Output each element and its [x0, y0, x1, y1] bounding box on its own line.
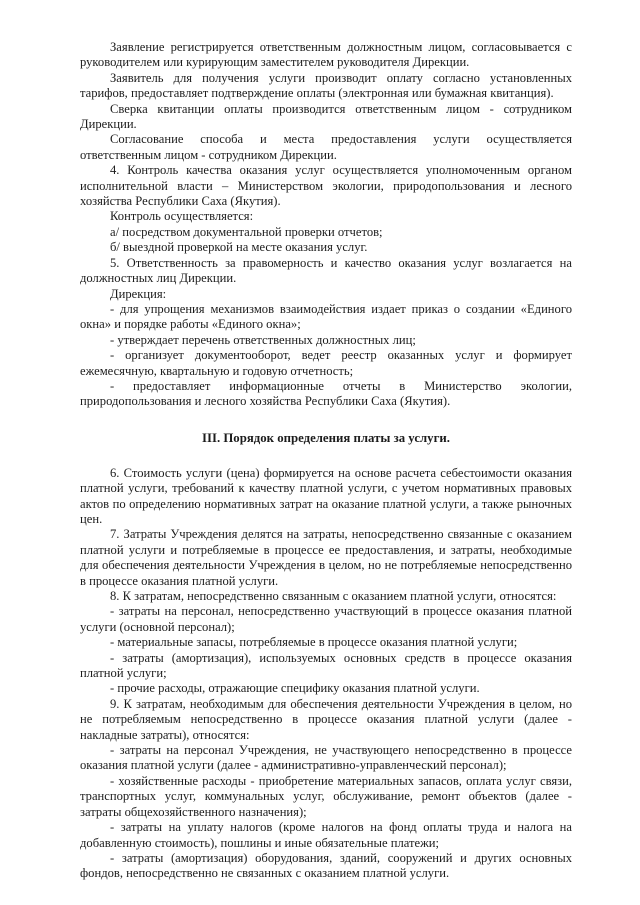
- paragraph: - затраты на персонал Учреждения, не участвующего непосредственно в процессе оказания платной услуги (далее - административно-управленческий персонал);: [80, 743, 572, 773]
- paragraph: - организует документооборот, ведет реестр оказанных услуг и формирует ежемесячную, квартальную и годовую отчетность;: [80, 348, 572, 378]
- paragraph: - затраты на персонал, непосредственно участвующий в процессе оказания платной услуги (основной персонал);: [80, 604, 572, 634]
- paragraph: - предоставляет информационные отчеты в Министерство экологии, природопользования и лесного хозяйства Республики Саха (Якутия).: [80, 378, 572, 409]
- paragraph: б/ выездной проверкой на месте оказания услуг.: [110, 240, 368, 255]
- paragraph: 5. Ответственность за правомерность и качество оказания услуг возлагается на должностных лиц Дирекции.: [80, 255, 572, 286]
- paragraph: Заявление регистрируется ответственным должностным лицом, согласовывается с руководителем или курирующим заместителем руководителя Дирекции.: [80, 40, 572, 70]
- paragraph: Согласование способа и места предоставления услуги осуществляется ответственным лицом - сотрудником Дирекции.: [80, 132, 572, 162]
- document-body: [80, 40, 572, 882]
- section-heading: III. Порядок определения платы за услуги.: [202, 430, 450, 445]
- paragraph: Сверка квитанции оплаты производится ответственным лицом - сотрудником Дирекции.: [80, 101, 572, 132]
- paragraph: - материальные запасы, потребляемые в процессе оказания платной услуги;: [110, 635, 518, 650]
- section-top: [80, 40, 572, 410]
- paragraph: 4. Контроль качества оказания услуг осуществляется уполномоченным органом исполнительной власти – Министерством экологии, природопользования и лесного хозяйства Республики Саха (Якутия).: [80, 163, 572, 209]
- paragraph: а/ посредством документальной проверки отчетов;: [110, 224, 383, 239]
- paragraph: 8. К затратам, непосредственно связанным с оказанием платной услуги, относятся:: [110, 589, 557, 603]
- paragraph: - затраты на уплату налогов (кроме налогов на фонд оплаты труда и налога на добавленную стоимость), пошлины и иные обязательные платежи;: [80, 820, 572, 850]
- paragraph: - хозяйственные расходы - приобретение материальных запасов, оплата услуг связи, транспортных услуг, коммунальных услуг, обслуживание, ремонт объектов (далее - затраты общехозяйственного назначения);: [80, 773, 572, 819]
- paragraph: - прочие расходы, отражающие специфику оказания платной услуги.: [110, 681, 480, 696]
- paragraph: - утверждает перечень ответственных должностных лиц;: [110, 332, 416, 347]
- paragraph: Заявитель для получения услуги производит оплату согласно установленных тарифов, предоставляет подтверждение оплаты (электронная или бумажная квитанция).: [80, 70, 572, 101]
- paragraph: - затраты (амортизация), используемых основных средств в процессе оказания платной услуги;: [80, 650, 572, 681]
- paragraph: - для упрощения механизмов взаимодействия издает приказ о создании «Единого окна» и порядке работы «Единого окна»;: [80, 301, 572, 332]
- paragraph: Дирекция:: [110, 286, 167, 301]
- paragraph: 6. Стоимость услуги (цена) формируется на основе расчета себестоимости оказания платной услуги, требований к качеству платной услуги, с учетом нормативных правовых актов по определению нормативных затрат на оказание платной услуги, а также рыночных цен.: [80, 465, 572, 526]
- section-bottom: [80, 466, 572, 882]
- paragraph: 7. Затраты Учреждения делятся на затраты, непосредственно связанные с оказанием платной услуги и потребляемые в процессе ее предоставления, и затраты, необходимые для обеспечения деятельности Учреждения в целом, но не потребляемые непосредственно в процессе оказания платной услуги.: [80, 527, 572, 588]
- paragraph: Контроль осуществляется:: [110, 209, 254, 224]
- paragraph: - затраты (амортизация) оборудования, зданий, сооружений и других основных фондов, непосредственно не связанных с оказанием платной услуги.: [80, 850, 572, 881]
- paragraph: 9. К затратам, необходимым для обеспечения деятельности Учреждения в целом, но не потребляемым непосредственно в процессе оказания платной услуги (далее - накладные затраты), относятся:: [80, 696, 572, 742]
